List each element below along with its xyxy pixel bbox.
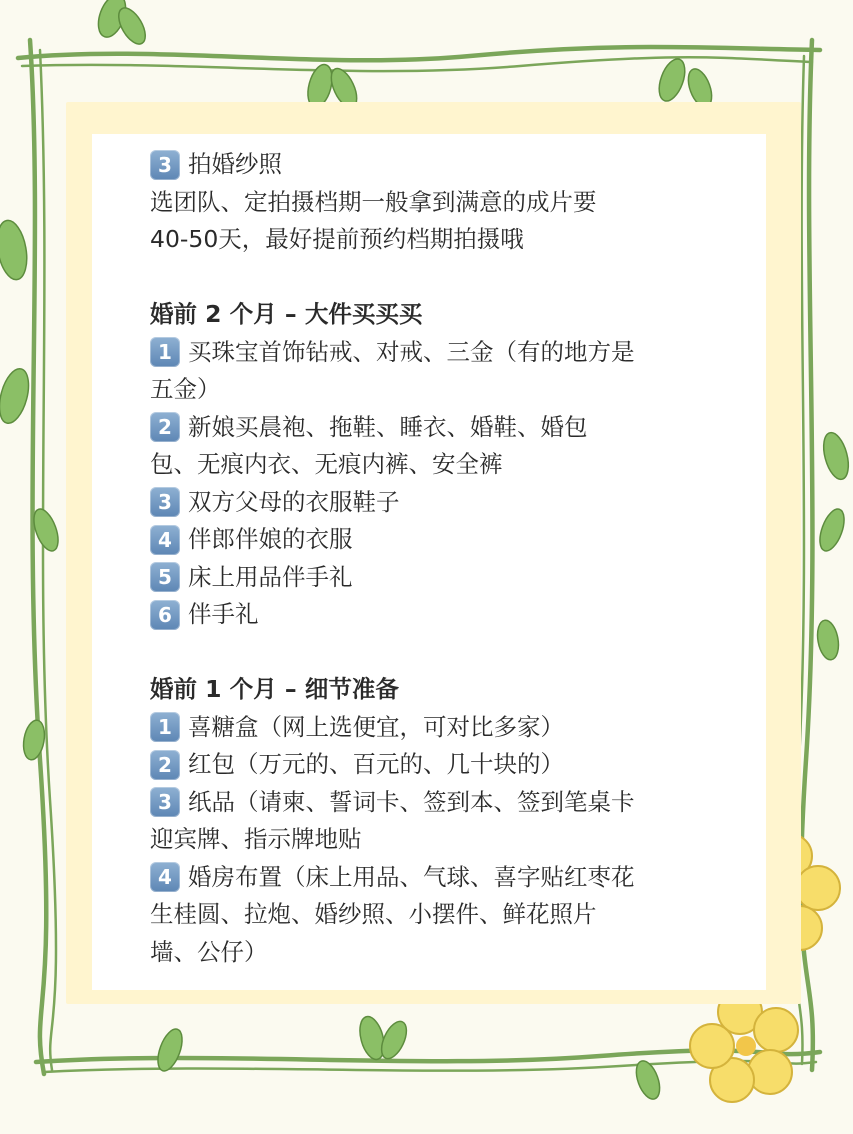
list-item bbox=[150, 596, 730, 634]
keycap-number-icon: 3 bbox=[150, 787, 180, 817]
item-text: 伴郎伴娘的衣服 bbox=[188, 525, 353, 553]
list-item bbox=[150, 559, 730, 597]
keycap-number-icon: 4 bbox=[150, 525, 180, 555]
item-text: 喜糖盒（网上选便宜，可对比多家） bbox=[188, 712, 564, 741]
keycap-number-icon: 2 bbox=[150, 750, 180, 780]
keycap-number-icon: 1 bbox=[150, 337, 180, 367]
spacer bbox=[150, 259, 730, 297]
item-text: 新娘买晨袍、拖鞋、睡衣、婚鞋、婚包 bbox=[188, 412, 588, 441]
list-item bbox=[150, 746, 730, 784]
keycap-number-icon: 3 bbox=[150, 150, 180, 180]
checklist-content bbox=[150, 146, 730, 971]
item-text-continued: 包、无痕内衣、无痕内裤、安全裤 bbox=[150, 450, 503, 478]
item-text: 婚房布置（床上用品、气球、喜字贴红枣花 bbox=[188, 862, 635, 891]
keycap-number-icon: 5 bbox=[150, 562, 180, 592]
keycap-number-icon: 4 bbox=[150, 862, 180, 892]
keycap-number-icon: 6 bbox=[150, 600, 180, 630]
item-text-continued: 迎宾牌、指示牌地贴 bbox=[150, 825, 362, 853]
list-item bbox=[150, 146, 730, 184]
item-text-continued: 生桂圆、拉炮、婚纱照、小摆件、鲜花照片 bbox=[150, 900, 597, 928]
section-heading: 婚前 1 个月 – 细节准备 bbox=[150, 675, 399, 703]
item-description: 选团队、定拍摄档期一般拿到满意的成片要 bbox=[150, 187, 597, 216]
item-text-continued: 墙、公仔） bbox=[150, 937, 268, 966]
spacer bbox=[150, 634, 730, 672]
list-item bbox=[150, 409, 730, 447]
item-text-continued: 五金） bbox=[150, 375, 221, 403]
keycap-number-icon: 1 bbox=[150, 712, 180, 742]
section-heading: 婚前 2 个月 – 大件买买买 bbox=[150, 300, 423, 328]
keycap-number-icon: 3 bbox=[150, 487, 180, 517]
item-text: 床上用品伴手礼 bbox=[188, 562, 353, 591]
item-description: 40-50天，最好提前预约档期拍摄哦 bbox=[150, 225, 524, 253]
item-text: 红包（万元的、百元的、几十块的） bbox=[188, 750, 564, 778]
list-item bbox=[150, 709, 730, 747]
list-item bbox=[150, 484, 730, 522]
item-text: 伴手礼 bbox=[188, 600, 259, 628]
keycap-number-icon: 2 bbox=[150, 412, 180, 442]
item-text: 拍婚纱照 bbox=[188, 150, 282, 178]
list-item bbox=[150, 859, 730, 897]
list-item bbox=[150, 784, 730, 822]
list-item bbox=[150, 521, 730, 559]
item-text: 买珠宝首饰钻戒、对戒、三金（有的地方是 bbox=[188, 337, 635, 366]
list-item bbox=[150, 334, 730, 372]
item-text: 纸品（请柬、誓词卡、签到本、签到笔桌卡 bbox=[188, 787, 635, 816]
item-text: 双方父母的衣服鞋子 bbox=[188, 487, 400, 516]
